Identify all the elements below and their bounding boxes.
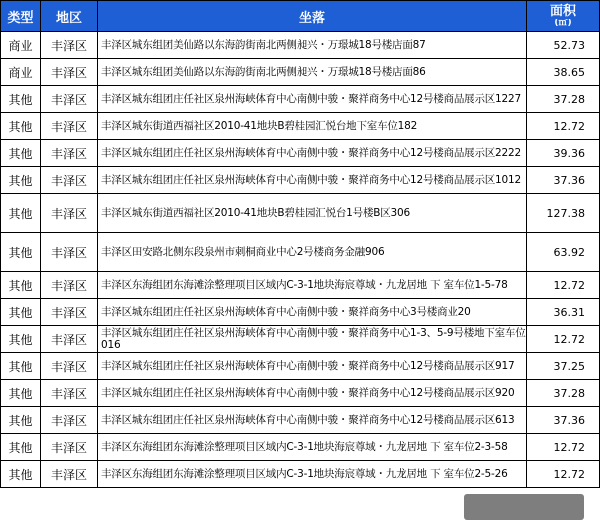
cell-area: 12.72 xyxy=(527,434,600,461)
cell-area: 12.72 xyxy=(527,272,600,299)
cell-area: 52.73 xyxy=(527,32,600,59)
table-row xyxy=(1,194,600,233)
cell-area: 37.28 xyxy=(527,380,600,407)
cell-area: 37.28 xyxy=(527,86,600,113)
cell-type: 其他 xyxy=(1,233,41,272)
cell-type: 其他 xyxy=(1,140,41,167)
cell-type: 其他 xyxy=(1,353,41,380)
cell-district: 丰泽区 xyxy=(41,380,98,407)
cell-type: 其他 xyxy=(1,299,41,326)
table-row xyxy=(1,167,600,194)
cell-address: 丰泽区城东组团庄任社区泉州海峡体育中心南侧中骏・聚祥商务中心12号楼商品展示区1012 xyxy=(98,167,527,194)
cell-district: 丰泽区 xyxy=(41,326,98,353)
cell-type: 商业 xyxy=(1,59,41,86)
table-row xyxy=(1,86,600,113)
header-area-label: 面积 xyxy=(549,4,576,19)
cell-address: 丰泽区田安路北侧东段泉州市刺桐商业中心2号楼商务金融906 xyxy=(98,233,527,272)
cell-area: 12.72 xyxy=(527,461,600,488)
cell-area: 63.92 xyxy=(527,233,600,272)
cell-address: 丰泽区城东街道西福社区2010-41地块B碧桂园汇悦台1号楼B区306 xyxy=(98,194,527,233)
cell-area: 39.36 xyxy=(527,140,600,167)
cell-area: 12.72 xyxy=(527,113,600,140)
cell-district: 丰泽区 xyxy=(41,272,98,299)
table-row xyxy=(1,272,600,299)
cell-district: 丰泽区 xyxy=(41,59,98,86)
cell-address: 丰泽区城东街道西福社区2010-41地块B碧桂园汇悦台地下室车位182 xyxy=(98,113,527,140)
cell-address: 丰泽区东海组团东海滩涂整理项目区域内C-3-1地块海宸尊域・九龙居地 下 室车位1-5-78 xyxy=(98,272,527,299)
cell-district: 丰泽区 xyxy=(41,461,98,488)
cell-area: 12.72 xyxy=(527,326,600,353)
table-row xyxy=(1,59,600,86)
cell-address: 丰泽区城东组团庄任社区泉州海峡体育中心南侧中骏・聚祥商务中心12号楼商品展示区1227 xyxy=(98,86,527,113)
cell-district: 丰泽区 xyxy=(41,140,98,167)
cell-address: 丰泽区城东组团美仙路以东海韵街南北两侧昶兴・万璟城18号楼店面86 xyxy=(98,59,527,86)
cell-district: 丰泽区 xyxy=(41,32,98,59)
cell-type: 其他 xyxy=(1,113,41,140)
cell-address: 丰泽区城东组团庄任社区泉州海峡体育中心南侧中骏・聚祥商务中心12号楼商品展示区917 xyxy=(98,353,527,380)
cell-area: 36.31 xyxy=(527,299,600,326)
table-row xyxy=(1,461,600,488)
cell-type: 其他 xyxy=(1,86,41,113)
table-row xyxy=(1,326,600,353)
cell-address: 丰泽区城东组团庄任社区泉州海峡体育中心南侧中骏・聚祥商务中心3号楼商业20 xyxy=(98,299,527,326)
table-row xyxy=(1,299,600,326)
cell-area: 38.65 xyxy=(527,59,600,86)
table-row xyxy=(1,140,600,167)
cell-address: 丰泽区城东组团庄任社区泉州海峡体育中心南侧中骏・聚祥商务中心12号楼商品展示区920 xyxy=(98,380,527,407)
cell-type: 其他 xyxy=(1,272,41,299)
cell-type: 其他 xyxy=(1,461,41,488)
cell-area: 37.36 xyxy=(527,167,600,194)
table-row xyxy=(1,113,600,140)
table-header-row xyxy=(1,1,600,32)
cell-district: 丰泽区 xyxy=(41,299,98,326)
table-row xyxy=(1,380,600,407)
table-row xyxy=(1,407,600,434)
header-area-unit: (㎡) xyxy=(554,19,572,27)
cell-district: 丰泽区 xyxy=(41,113,98,140)
cell-area: 37.25 xyxy=(527,353,600,380)
cell-type: 其他 xyxy=(1,326,41,353)
table-row xyxy=(1,353,600,380)
header-district: 地区 xyxy=(41,1,98,32)
cell-type: 其他 xyxy=(1,167,41,194)
cell-area: 127.38 xyxy=(527,194,600,233)
cell-area: 37.36 xyxy=(527,407,600,434)
cell-district: 丰泽区 xyxy=(41,167,98,194)
cell-type: 其他 xyxy=(1,380,41,407)
cell-address: 丰泽区东海组团东海滩涂整理项目区域内C-3-1地块海宸尊域・九龙居地 下 室车位2-5-26 xyxy=(98,461,527,488)
cell-address: 丰泽区城东组团庄任社区泉州海峡体育中心南侧中骏・聚祥商务中心1-3、5-9号楼地下室车位016 xyxy=(98,326,527,353)
header-address: 坐落 xyxy=(98,1,527,32)
cell-type: 商业 xyxy=(1,32,41,59)
header-area xyxy=(527,1,600,32)
table-row xyxy=(1,32,600,59)
cell-type: 其他 xyxy=(1,194,41,233)
cell-district: 丰泽区 xyxy=(41,407,98,434)
watermark-overlay xyxy=(464,494,584,520)
cell-district: 丰泽区 xyxy=(41,194,98,233)
cell-type: 其他 xyxy=(1,434,41,461)
cell-district: 丰泽区 xyxy=(41,434,98,461)
table-row xyxy=(1,233,600,272)
cell-address: 丰泽区城东组团庄任社区泉州海峡体育中心南侧中骏・聚祥商务中心12号楼商品展示区2222 xyxy=(98,140,527,167)
cell-address: 丰泽区东海组团东海滩涂整理项目区域内C-3-1地块海宸尊域・九龙居地 下 室车位2-3-58 xyxy=(98,434,527,461)
table-row xyxy=(1,434,600,461)
cell-district: 丰泽区 xyxy=(41,353,98,380)
header-type: 类型 xyxy=(1,1,41,32)
cell-type: 其他 xyxy=(1,407,41,434)
cell-address: 丰泽区城东组团庄任社区泉州海峡体育中心南侧中骏・聚祥商务中心12号楼商品展示区613 xyxy=(98,407,527,434)
cell-district: 丰泽区 xyxy=(41,86,98,113)
cell-address: 丰泽区城东组团美仙路以东海韵街南北两侧昶兴・万璟城18号楼店面87 xyxy=(98,32,527,59)
cell-district: 丰泽区 xyxy=(41,233,98,272)
